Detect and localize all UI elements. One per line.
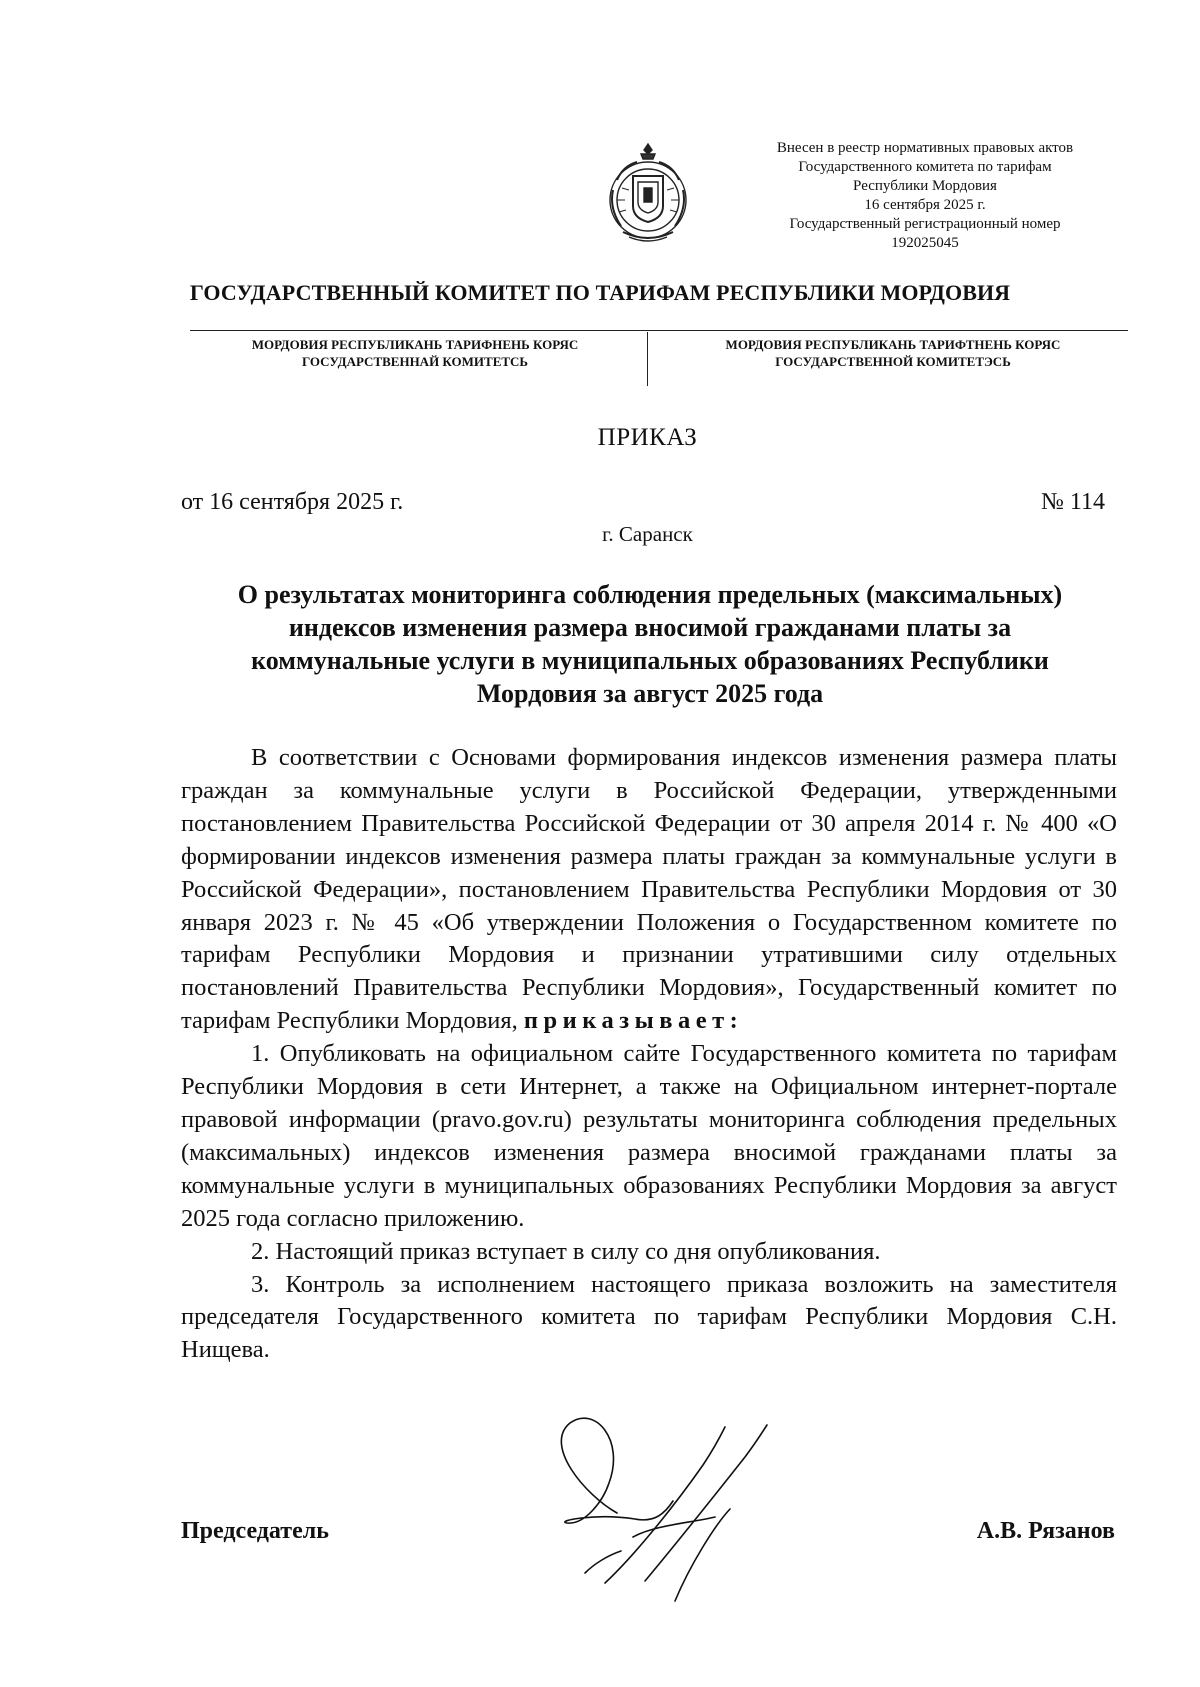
document-type: ПРИКАЗ — [597, 424, 698, 451]
handwritten-signature — [525, 1405, 815, 1605]
document-body — [181, 742, 1117, 1367]
registry-line: Государственный регистрационный номер — [789, 216, 1061, 232]
registry-date: 16 сентября 2025 г. — [864, 197, 986, 213]
registry-number: 192025045 — [891, 235, 959, 251]
signatory-name: А.В. Рязанов — [976, 1518, 1115, 1544]
committee-title: ГОСУДАРСТВЕННЫЙ КОМИТЕТ ПО ТАРИФАМ РЕСПУБЛИКИ МОРДОВИЯ — [189, 280, 1011, 305]
header-divider — [190, 330, 1128, 331]
document-date: от 16 сентября 2025 г. — [181, 489, 404, 515]
committee-name-erzya — [658, 336, 1128, 370]
preamble-paragraph — [181, 742, 1117, 1038]
document-number: № 114 — [1040, 489, 1105, 515]
order-item-1: 1. Опубликовать на официальном сайте Государственного комитета по тарифам Республики Мордовия в сети Интернет, а также на Официальном интернет-портале правовой информации (pravo.gov.ru) результаты мониторинга соблюдения предельных (максимальных) индексов изменения размера вносимой гражданами платы за коммунальные услуги в муниципальных образованиях Республики Мордовия за август 2025 года согласно приложению. — [181, 1040, 1117, 1232]
committee-name-line: МОРДОВИЯ РЕСПУБЛИКАНЬ ТАРИФНЕНЬ КОРЯС — [251, 337, 579, 352]
preamble-text: В соответствии с Основами формирования индексов изменения размера платы граждан за коммунальные услуги в Российской Федерации, утвержденными постановлением Правительства Российской Федерации от 30 апреля 2014 г. № 400 «О формировании индексов изменения размера платы граждан за коммунальные услуги в Российской Федерации», постановлением Правительства Республики Мордовия от 30 января 2023 г. № 45 «Об утверждении Положения о Государственном комитете по тарифам Республики Мордовия и признании утратившими силу отдельных постановлений Правительства Республики Мордовия», Государственный комитет по тарифам Республики Мордовия, — [181, 744, 1117, 1035]
title-line: коммунальные услуги в муниципальных образованиях Республики — [251, 646, 1049, 675]
committee-name-moksha — [190, 336, 640, 370]
committee-name-line: МОРДОВИЯ РЕСПУБЛИКАНЬ ТАРИФТНЕНЬ КОРЯС — [725, 337, 1061, 352]
document-city: г. Саранск — [602, 522, 693, 546]
registry-stamp — [730, 139, 1120, 253]
registry-line: Государственного комитета по тарифам — [798, 159, 1052, 175]
order-item-2: 2. Настоящий приказ вступает в силу со дня опубликования. — [251, 1237, 881, 1265]
title-line: индексов изменения размера вносимой гражданами платы за — [288, 613, 1012, 642]
registry-line: Внесен в реестр нормативных правовых актов — [776, 140, 1074, 156]
document-title — [180, 578, 1120, 710]
registry-line: Республики Мордовия — [853, 178, 997, 194]
orders-word: приказывает: — [523, 1007, 744, 1035]
order-item-3: 3. Контроль за исполнением настоящего приказа возложить на заместителя председателя Государственного комитета по тарифам Республики Мордовия С.Н. Нищева. — [181, 1270, 1117, 1364]
committee-name-line: ГОСУДАРСТВЕННОЙ КОМИТЕТЭСЬ — [775, 354, 1011, 369]
header-vertical-divider — [647, 332, 648, 386]
title-line: Мордовия за август 2025 года — [476, 679, 824, 708]
committee-name-line: ГОСУДАРСТВЕННАЙ КОМИТЕТСЬ — [301, 354, 529, 369]
coat-of-arms-icon — [603, 140, 693, 245]
signatory-role: Председатель — [181, 1518, 329, 1544]
title-line: О результатах мониторинга соблюдения предельных (максимальных) — [237, 580, 1063, 609]
